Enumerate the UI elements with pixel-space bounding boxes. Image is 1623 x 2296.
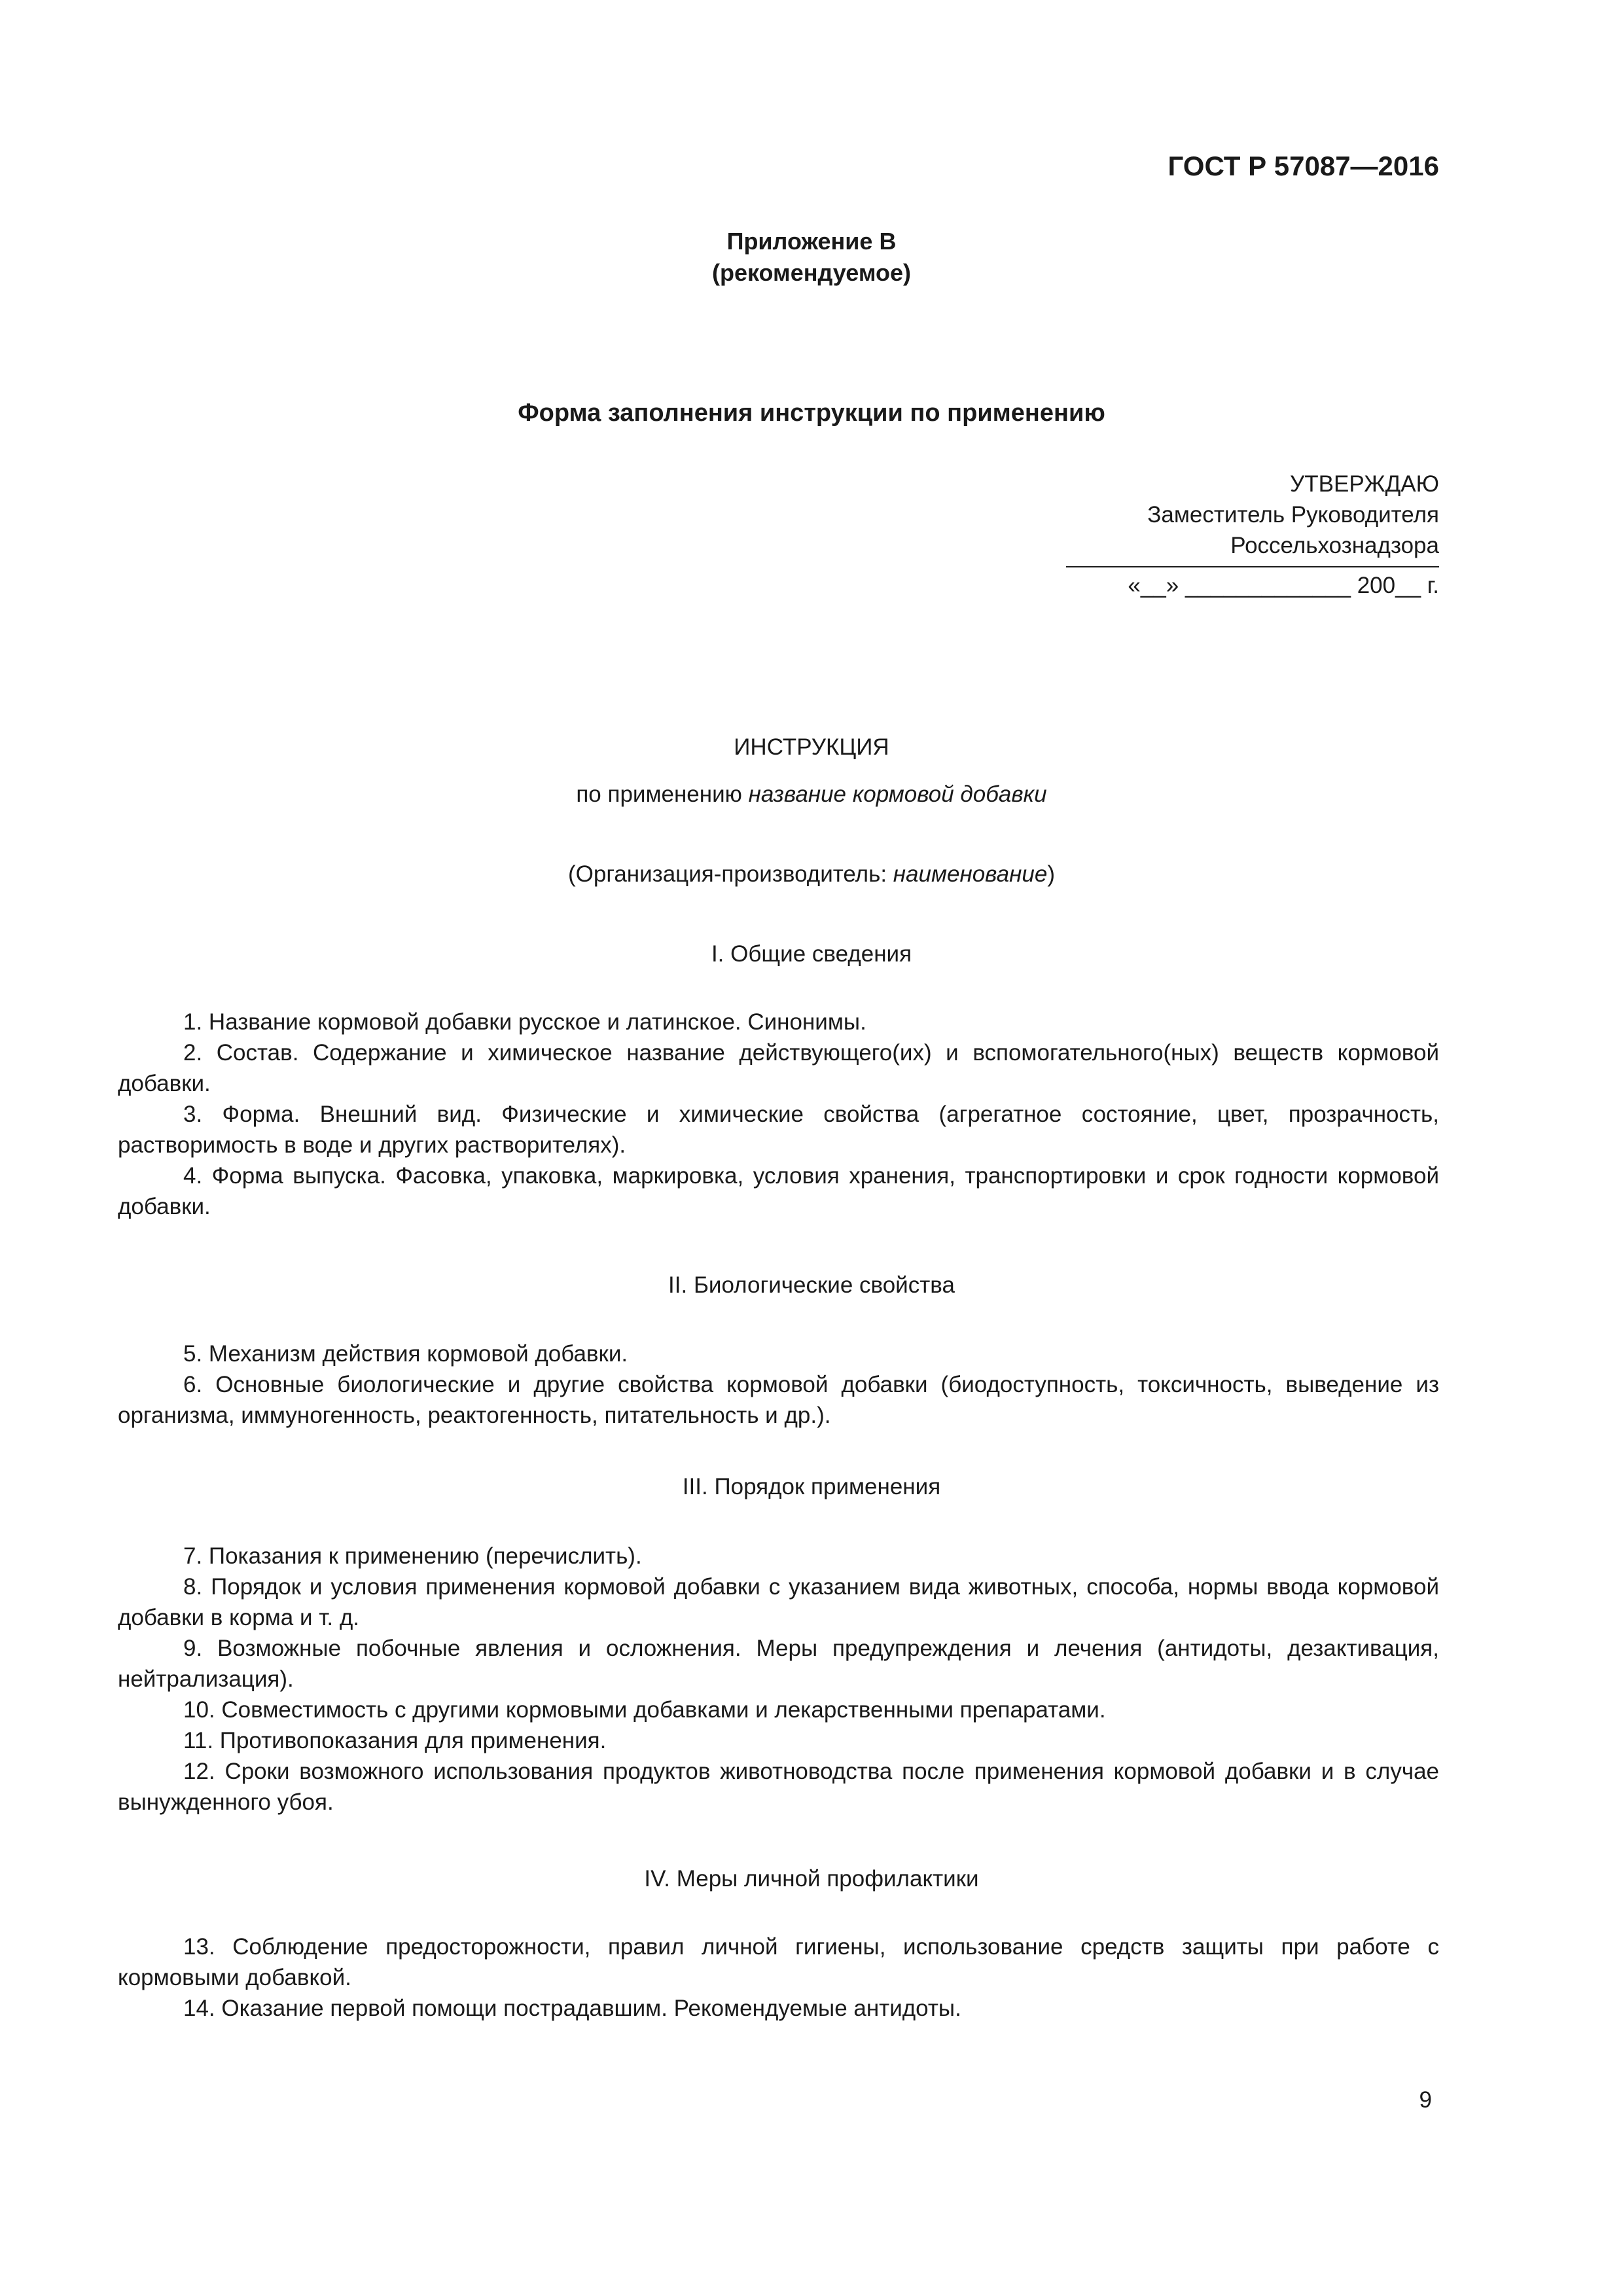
subheading-placeholder: название кормовой добавки xyxy=(748,781,1047,807)
list-item: 8. Порядок и условия применения кормовой добавки с указанием вида животных, способа, нормы ввода кормовой добавки в корма и т. д. xyxy=(118,1574,1439,1630)
annex-status: (рекомендуемое) xyxy=(712,259,911,286)
form-title: Форма заполнения инструкции по применению xyxy=(518,399,1105,427)
list-item: 14. Оказание первой помощи пострадавшим. Рекомендуемые антидоты. xyxy=(183,1996,961,2021)
list-item: 10. Совместимость с другими кормовыми добавками и лекарственными препаратами. xyxy=(183,1697,1106,1723)
section-title: IV. Меры личной профилактики xyxy=(644,1866,979,1892)
section-title: II. Биологические свойства xyxy=(668,1272,955,1298)
organization-placeholder: наименование xyxy=(893,861,1048,887)
section-items xyxy=(118,1541,1439,1818)
approval-position: Заместитель Руководителя xyxy=(1147,502,1439,528)
instruction-subheading xyxy=(0,779,1623,810)
list-item: 9. Возможные побочные явления и осложнения. Меры предупреждения и лечения (антидоты, дезактивация, нейтрализация). xyxy=(118,1636,1439,1692)
list-item: 3. Форма. Внешний вид. Физические и химические свойства (агрегатное состояние, цвет, прозрачность, растворимость в воде и других растворителях). xyxy=(118,1102,1439,1158)
instruction-heading: ИНСТРУКЦИЯ xyxy=(734,734,889,760)
page-number: 9 xyxy=(1419,2087,1432,2113)
section-title: I. Общие сведения xyxy=(711,941,912,967)
list-item: 11. Противопоказания для применения. xyxy=(183,1728,607,1753)
approval-block xyxy=(1046,469,1439,601)
annex-label: Приложение В xyxy=(726,228,897,255)
section-title: III. Порядок применения xyxy=(682,1474,941,1499)
list-item: 2. Состав. Содержание и химическое название действующего(их) и вспомогательного(ных) веществ кормовой добавки. xyxy=(118,1040,1439,1096)
organization-prefix: (Организация-производитель: xyxy=(567,861,893,887)
annex-heading xyxy=(0,226,1623,289)
list-item: 6. Основные биологические и другие свойства кормовой добавки (биодоступность, токсичность, выведение из организма, иммуногенность, реактогенность, питательность и др.). xyxy=(118,1372,1439,1428)
organization-suffix: ) xyxy=(1047,861,1055,887)
list-item: 4. Форма выпуска. Фасовка, упаковка, маркировка, условия хранения, транспортировки и срок годности кормовой добавки. xyxy=(118,1163,1439,1219)
subheading-prefix: по применению xyxy=(576,781,749,807)
list-item: 12. Сроки возможного использования продуктов животноводства после применения кормовой добавки и в случае вынужденного убоя. xyxy=(118,1759,1439,1815)
list-item: 5. Механизм действия кормовой добавки. xyxy=(183,1341,628,1367)
list-item: 7. Показания к применению (перечислить). xyxy=(183,1543,642,1569)
section-items xyxy=(118,1007,1439,1222)
section-items xyxy=(118,1338,1439,1431)
document-code: ГОСТ Р 57087—2016 xyxy=(1168,151,1439,181)
instruction-organization xyxy=(0,859,1623,889)
list-item: 1. Название кормовой добавки русское и латинское. Синонимы. xyxy=(183,1009,866,1035)
approval-approve: УТВЕРЖДАЮ xyxy=(1290,471,1439,497)
approval-organization: Россельхознадзора xyxy=(1230,533,1439,558)
signature-line xyxy=(1066,566,1439,567)
section-items xyxy=(118,1931,1439,2024)
approval-date-line: «__» _____________ 200__ г. xyxy=(1128,573,1439,598)
list-item: 13. Соблюдение предосторожности, правил личной гигиены, использование средств защиты при работе с кормовыми добавкой. xyxy=(118,1934,1439,1990)
